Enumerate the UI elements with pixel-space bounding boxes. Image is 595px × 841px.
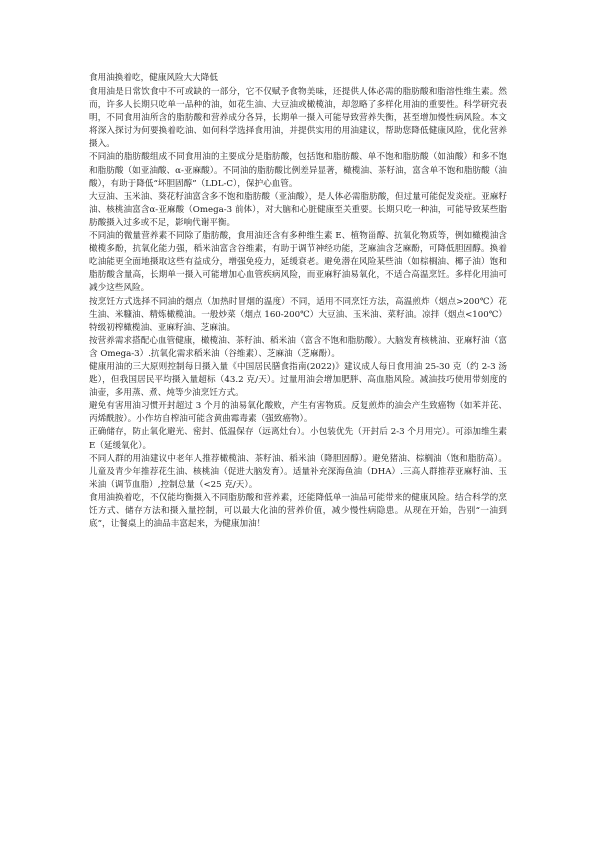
document-body	[89, 86, 507, 531]
paragraph-micronutrients: 不同油的微量营养素不同除了脂肪酸，食用油还含有多种维生素 E、植物甾醇、抗氧化物质等，例如橄榄油含橄榄多酚，抗氧化能力强，稻米油富含谷维素，有助于调节神经功能，芝麻油含芝麻酚，可降低胆固醇。换着吃油能更全面地摄取这些有益成分，增强免疫力，延缓衰老。避免潜在风险某些油（如棕榈油、椰子油）饱和脂肪酸含量高，长期单一摄入可能增加心血管疾病风险，而亚麻籽油易氧化，不适合高温烹饪。多样化用油可减少这些风险。	[89, 231, 507, 294]
paragraph-conclusion: 食用油换着吃，不仅能均衡摄入不同脂肪酸和营养素，还能降低单一油品可能带来的健康风险。结合科学的烹饪方式、储存方法和摄入量控制，可以最大化油的营养价值，减少慢性病隐患。从现在开始，告别“一油到底”，让餐桌上的油品丰富起来，为健康加油！	[89, 492, 507, 530]
paragraph-storage: 正确储存，防止氧化避光、密封、低温保存（远离灶台）。小包装优先（开封后 2-3 个月用完）。可添加维生素 E（延缓氧化）。	[89, 427, 507, 451]
paragraph-fatty-acids: 不同油的脂肪酸组成不同食用油的主要成分是脂肪酸，包括饱和脂肪酸、单不饱和脂肪酸（如油酸）和多不饱和脂肪酸（如亚油酸、α-亚麻酸）。不同油的脂肪酸比例差异显著，橄榄油、茶籽油，富含单不饱和脂肪酸（油酸），有助于降低“坏胆固醇”（LDL-C），保护心血管。	[89, 152, 507, 189]
paragraph-population-advice: 不同人群的用油建议中老年人推荐橄榄油、茶籽油、稻米油（降胆固醇）。避免猪油、棕榈油（饱和脂肪高）。儿童及青少年推荐花生油、核桃油（促进大脑发育）。适量补充深海鱼油（DHA）.三高人群推荐亚麻籽油、玉米油（调节血脂）,控制总量（<25 克/天）。	[89, 453, 507, 490]
paragraph-intake-control: 健康用油的三大原则控制每日摄入量《中国居民膳食指南(2022)》建议成人每日食用油 25-30 克（约 2-3 汤匙），但我国居民平均摄入量超标（43.2 克/天）。过量用油会增加肥胖、高血脂风险。减油技巧使用带刻度的油壶，多用蒸、煮、炖等少油烹饪方式。	[89, 361, 507, 399]
paragraph-harmful-habits: 避免有害用油习惯开封超过 3 个月的油易氧化酸败，产生有害物质。反复煎炸的油会产生致癌物（如苯并芘、丙烯酰胺）。小作坊自榨油可能含黄曲霉毒素（强致癌物）。	[89, 401, 507, 425]
paragraph-nutrition-needs: 按营养需求搭配心血管健康，橄榄油、茶籽油、稻米油（富含不饱和脂肪酸）。大脑发育核桃油、亚麻籽油（富含 Omega-3）.抗氧化需求稻米油（谷维素）、芝麻油（芝麻酚）。	[89, 335, 507, 359]
paragraph-intro: 食用油是日常饮食中不可或缺的一部分，它不仅赋予食物美味，还提供人体必需的脂肪酸和脂溶性维生素。然而，许多人长期只吃单一品种的油，如花生油、大豆油或橄榄油，却忽略了多样化用油的重要性。科学研究表明，不同食用油所含的脂肪酸和营养成分各异，长期单一摄入可能导致营养失衡，甚至增加慢性病风险。本文将深入探讨为何要换着吃油、如何科学选择食用油，并提供实用的用油建议，帮助您降低健康风险，优化营养摄入。	[89, 87, 507, 150]
paragraph-cooking-method: 按烹饪方式选择不同油的烟点（加热时冒烟的温度）不同，适用不同烹饪方法，高温煎炸（烟点>200℃）花生油、米糠油、精炼橄榄油。一般炒菜（烟点 160-200℃）大豆油、玉米油、菜籽油。凉拌（烟点<100℃）特级初榨橄榄油、亚麻籽油、芝麻油。	[89, 296, 507, 333]
document-title: 食用油换着吃，健康风险大大降低	[89, 73, 218, 83]
document-page	[89, 72, 507, 531]
paragraph-polyunsaturated: 大豆油、玉米油、葵花籽油富含多不饱和脂肪酸（亚油酸），是人体必需脂肪酸，但过量可能促发炎症。亚麻籽油、核桃油富含α-亚麻酸（Omega-3 前体），对大脑和心脏健康至关重要。长期只吃一种油，可能导致某些脂肪酸摄入过多或不足，影响代谢平衡。	[89, 191, 507, 228]
